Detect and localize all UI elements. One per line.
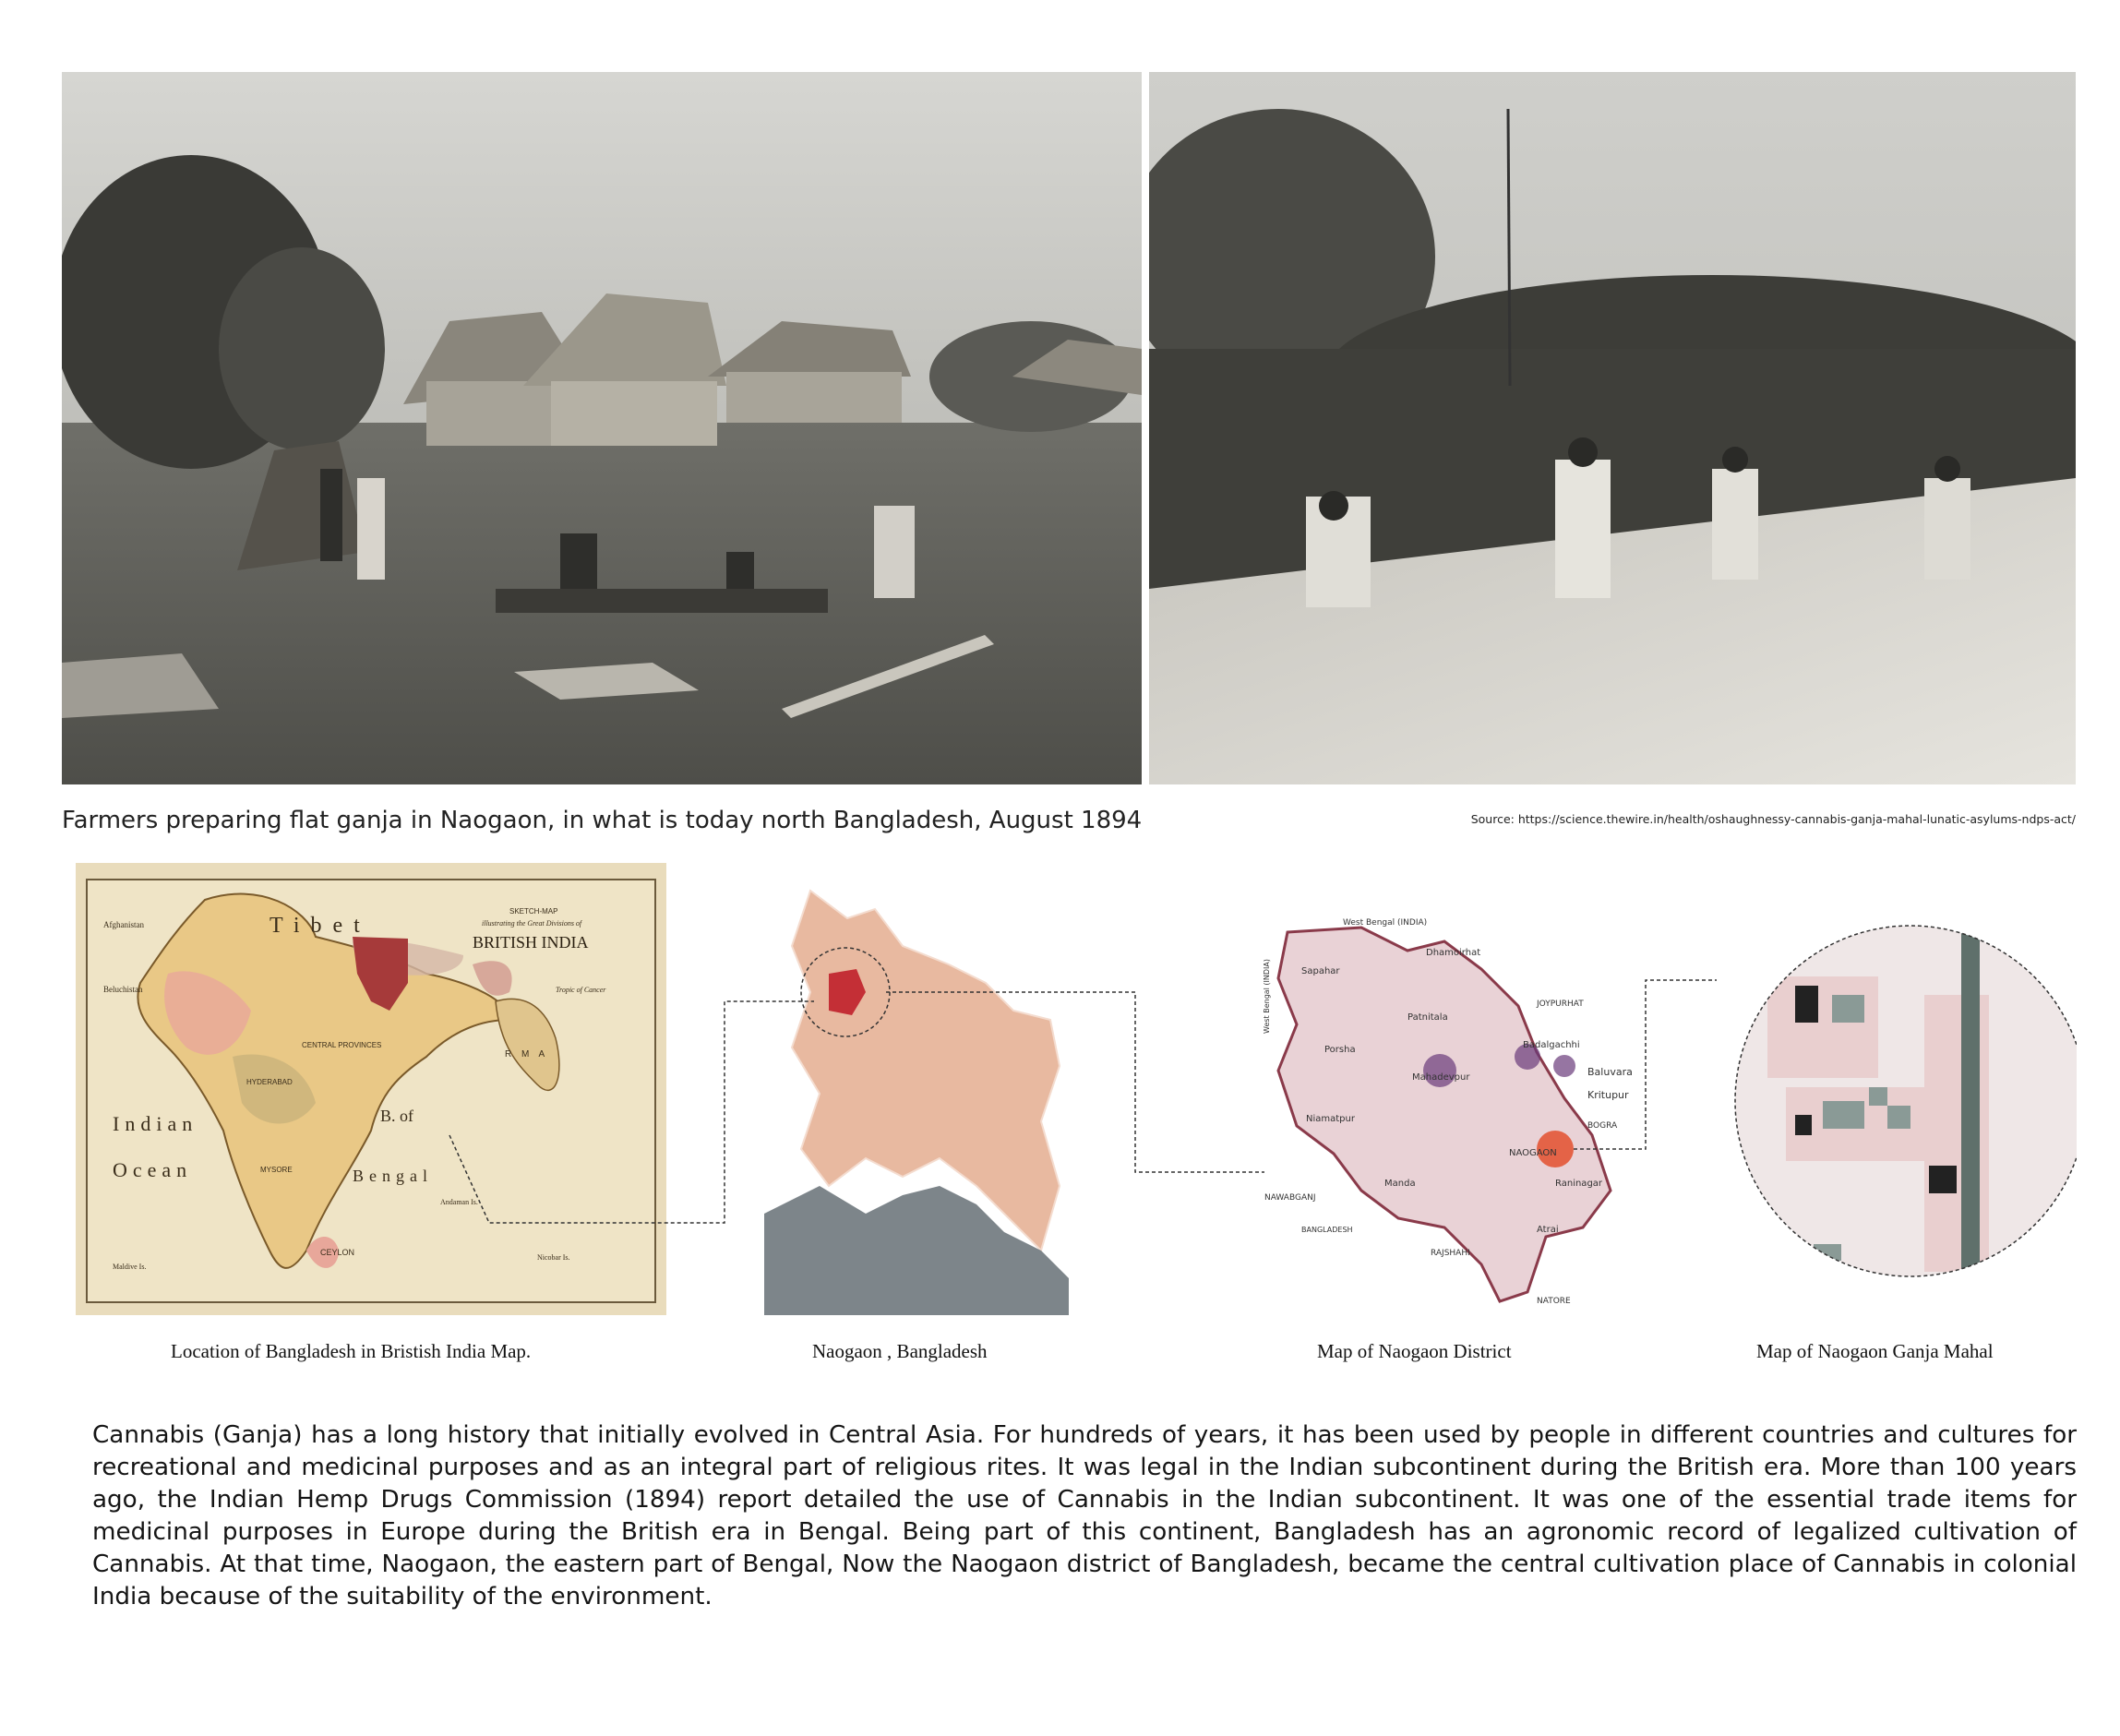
svg-text:SKETCH-MAP: SKETCH-MAP [509,907,558,916]
svg-text:Patnitala: Patnitala [1407,1012,1448,1023]
history-paragraph: Cannabis (Ganja) has a long history that initially evolved in Central Asia. For hundreds of years, it has been used by people in different countries and cultures for recreational and medicinal purposes and as an integral part of religious rites. It was legal in the Indian subcontinent during the British era. More than 100 years ago, the Indian Hemp Drugs Commission (1894) report detailed the use of Cannabis in the Indian subcontinent. It was one of the essential trade items for medicinal purposes in Europe during the British era in Bengal. Being part of this continent, Bangladesh has an agronomic record of legalized cultivation of Cannabis. At that time, Naogaon, the eastern part of Bengal, Now the Naogaon district of Bangladesh, became the central cultivation place of Cannabis in colonial India because of the suitability of the environment. [92,1421,2077,1610]
svg-text:Manda: Manda [1384,1179,1416,1189]
svg-text:B. of: B. of [380,1107,413,1125]
map-british-india [76,863,666,1315]
svg-text:NAWABGANJ: NAWABGANJ [1264,1193,1316,1203]
svg-text:Andaman Is.: Andaman Is. [440,1198,478,1206]
map-bangladesh [764,881,1069,1315]
svg-text:Dhamoirhat: Dhamoirhat [1426,948,1481,958]
svg-text:NATORE: NATORE [1537,1297,1571,1306]
svg-text:BOGRA: BOGRA [1587,1121,1618,1131]
svg-text:Indian: Indian [113,1112,198,1135]
svg-text:Nicobar Is.: Nicobar Is. [537,1253,570,1262]
svg-text:Tibet: Tibet [269,914,371,938]
caption-british-india-map: Location of Bangladesh in Bristish India Map. [171,1340,532,1362]
svg-text:Raninagar: Raninagar [1555,1179,1603,1189]
svg-text:Baluvara: Baluvara [1587,1066,1633,1078]
caption-ganja-mahal-map: Map of Naogaon Ganja Mahal [1756,1340,1994,1362]
map-naogaon-district [1260,914,1634,1311]
caption-bangladesh-map: Naogaon , Bangladesh [812,1340,988,1362]
svg-text:Beluchistan: Beluchistan [103,985,143,994]
photo-cannabis-field [1149,72,2076,784]
photo-caption: Farmers preparing flat ganja in Naogaon, in what is today north Bangladesh, August 1894 [62,807,1143,834]
svg-text:Atrai: Atrai [1537,1225,1559,1235]
svg-text:illustrating the Great Divisio: illustrating the Great Divisions of [482,919,582,928]
svg-text:RAJSHAHI: RAJSHAHI [1431,1249,1470,1258]
caption-district-map: Map of Naogaon District [1317,1340,1512,1362]
svg-text:MYSORE: MYSORE [260,1166,293,1174]
svg-text:Mahadevpur: Mahadevpur [1412,1072,1470,1083]
svg-text:Afghanistan: Afghanistan [103,920,144,929]
svg-text:Porsha: Porsha [1324,1045,1356,1055]
svg-text:NAOGAON: NAOGAON [1509,1148,1557,1158]
source-credit: Source: https://science.thewire.in/health/oshaughnessy-cannabis-ganja-mahal-lunatic-asylums-ndps-act/ [1470,812,2076,826]
svg-text:Maldive Is.: Maldive Is. [113,1263,147,1271]
svg-text:CEYLON: CEYLON [320,1248,355,1257]
svg-text:Bengal: Bengal [353,1167,433,1185]
svg-text:HYDERABAD: HYDERABAD [246,1078,293,1086]
svg-text:Tropic of Cancer: Tropic of Cancer [556,986,606,994]
svg-text:Niamatpur: Niamatpur [1306,1114,1355,1124]
svg-text:West Bengal (INDIA): West Bengal (INDIA) [1343,918,1428,928]
svg-text:BRITISH INDIA: BRITISH INDIA [473,933,589,952]
svg-text:Badalgachhi: Badalgachhi [1523,1040,1580,1050]
photo-farmers-naogaon [62,72,1142,784]
map-ganja-mahal [1712,884,2077,1323]
svg-text:Kritupur: Kritupur [1587,1089,1629,1101]
svg-text:R M A: R M A [505,1049,549,1060]
svg-text:Ocean: Ocean [113,1158,193,1181]
svg-text:Sapahar: Sapahar [1301,966,1340,976]
svg-text:CENTRAL PROVINCES: CENTRAL PROVINCES [302,1041,382,1049]
svg-text:BANGLADESH: BANGLADESH [1301,1226,1353,1234]
svg-text:JOYPURHAT: JOYPURHAT [1537,1000,1584,1009]
svg-text:West Bengal (INDIA): West Bengal (INDIA) [1263,958,1271,1034]
